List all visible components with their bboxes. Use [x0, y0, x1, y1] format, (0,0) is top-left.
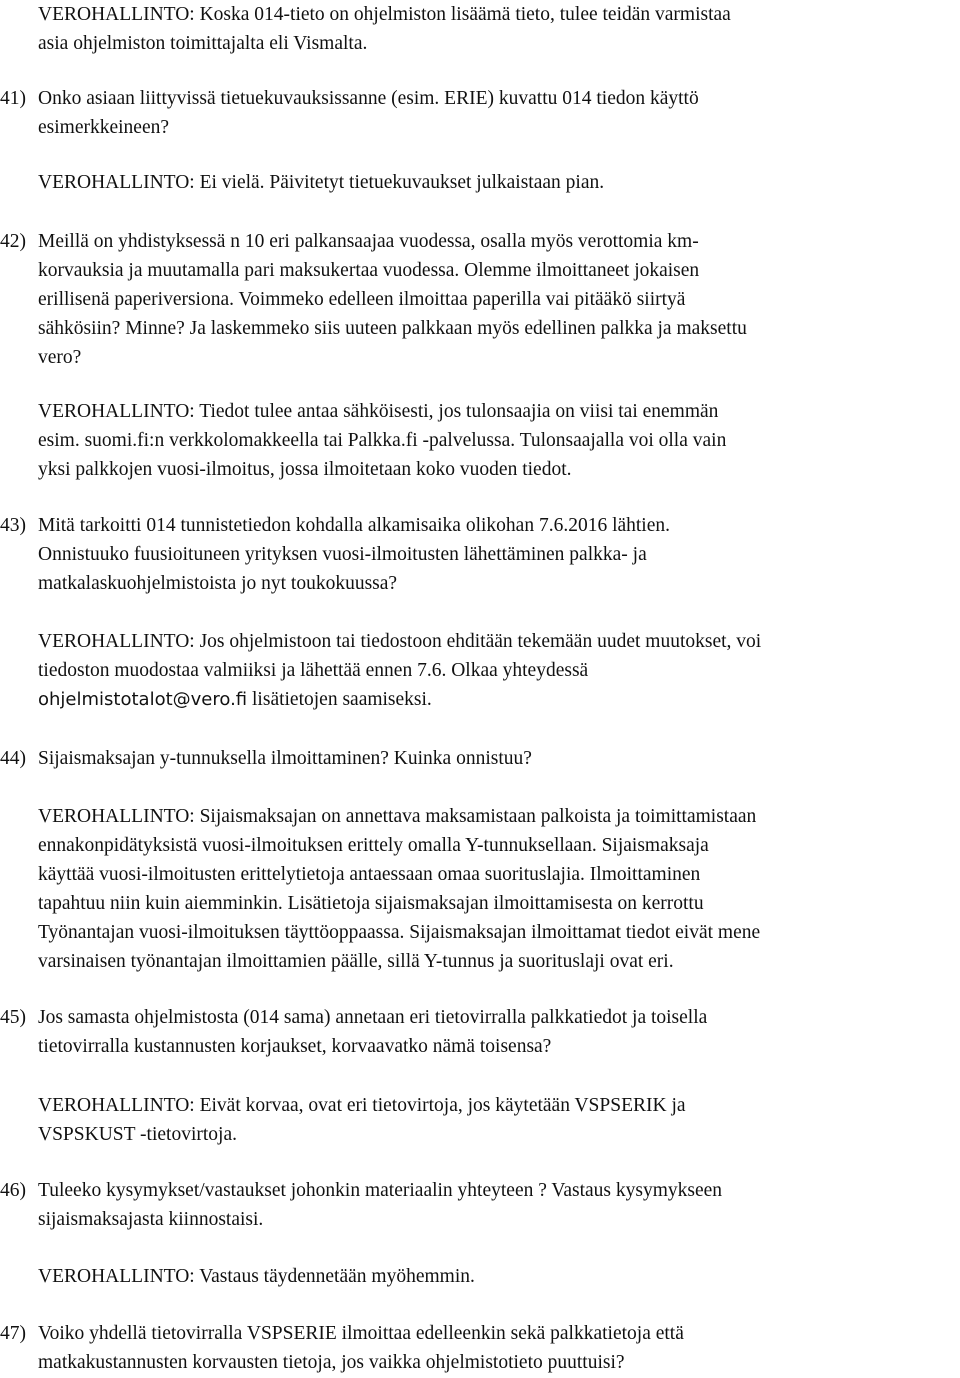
qa-item-47: [0, 1319, 960, 1377]
answer-line: ennakonpidätyksistä vuosi-ilmoituksen erittely omalla Y-tunnuksellaan. Sijaismaksaja: [38, 835, 709, 856]
answer-line: VEROHALLINTO: Tiedot tulee antaa sähköisesti, jos tulonsaajia on viisi tai enemmän: [38, 401, 719, 422]
email-address: ohjelmistotalot@vero.fi: [38, 689, 248, 710]
qa-item-41: [0, 84, 960, 193]
question-line: esimerkkeineen?: [38, 117, 170, 138]
answer-line: Työnantajan vuosi-ilmoituksen täyttöoppaassa. Sijaismaksajan ilmoittamat tiedot eivät mene: [38, 922, 761, 943]
qa-item-43: [0, 511, 960, 710]
qa-item-46: [0, 1176, 960, 1287]
question-line: Onnistuuko fuusioituneen yrityksen vuosi-ilmoitusten lähettäminen palkka- ja: [38, 544, 647, 565]
answer-line: tiedoston muodostaa valmiiksi ja lähettää ennen 7.6. Olkaa yhteydessä: [38, 660, 589, 681]
answer: [38, 1262, 475, 1291]
answer-line: käyttää vuosi-ilmoitusten erittelytietoja antaessaan omaa suorituslajia. Ilmoittaminen: [38, 864, 701, 885]
question-number: 43): [0, 515, 26, 536]
answer: [38, 802, 760, 976]
question-line: Tuleeko kysymykset/vastaukset johonkin materiaalin yhteyteen ? Vastaus kysymykseen: [38, 1180, 723, 1201]
qa-item-44: [0, 744, 960, 972]
answer-text-after-email: lisätietojen saamiseksi.: [247, 689, 432, 710]
question-line: erillisenä paperiversiona. Voimmeko edelleen ilmoittaa paperilla vai pitääkö siirtyä: [38, 289, 686, 310]
question-number: 42): [0, 231, 26, 252]
answer-line: asia ohjelmiston toimittajalta eli Vismalta.: [38, 33, 368, 54]
qa-item-42: [0, 227, 960, 480]
question: [38, 1003, 960, 1061]
qa-item-45: [0, 1003, 960, 1145]
question-line: vero?: [38, 347, 82, 368]
question: [38, 84, 960, 142]
answer-line: VSPSKUST -tietovirtoja.: [38, 1124, 237, 1145]
question: [38, 744, 960, 773]
question: [38, 1319, 960, 1377]
answer-line: esim. suomi.fi:n verkkolomakkeella tai Palkka.fi -palvelussa. Tulonsaajalla voi olla vain: [38, 430, 727, 451]
answer: [38, 397, 726, 484]
answer-line: VEROHALLINTO: Eivät korvaa, ovat eri tietovirtoja, jos käytetään VSPSERIK ja: [38, 1095, 686, 1116]
question-line: Sijaismaksajan y-tunnuksella ilmoittaminen? Kuinka onnistuu?: [38, 748, 532, 769]
question: [38, 1176, 960, 1234]
answer: [38, 168, 604, 197]
question-line: korvauksia ja muutamalla pari maksukertaa vuodessa. Olemme ilmoittaneet jokaisen: [38, 260, 700, 281]
answer-line: VEROHALLINTO: Jos ohjelmistoon tai tiedostoon ehditään tekemään uudet muutokset, voi: [38, 631, 762, 652]
answer-line: VEROHALLINTO: Sijaismaksajan on annettava maksamistaan palkoista ja toimittamistaan: [38, 806, 757, 827]
question-number: 45): [0, 1007, 26, 1028]
question-number: 44): [0, 748, 26, 769]
question-line: sijaismaksajasta kiinnostaisi.: [38, 1209, 264, 1230]
answer-line: varsinaisen työnantajan ilmoittamien päälle, sillä Y-tunnus ja suorituslaji ovat eri.: [38, 951, 674, 972]
answer-line: VEROHALLINTO: Koska 014-tieto on ohjelmiston lisäämä tieto, tulee teidän varmistaa: [38, 4, 731, 25]
question-line: Voiko yhdellä tietovirralla VSPSERIE ilmoittaa edelleenkin sekä palkkatietoja että: [38, 1323, 684, 1344]
answer: [38, 1091, 686, 1149]
question-line: matkalaskuohjelmistoista jo nyt toukokuussa?: [38, 573, 398, 594]
answer-line-with-email: [38, 685, 761, 714]
answer-line: VEROHALLINTO: Ei vielä. Päivitetyt tietuekuvaukset julkaistaan pian.: [38, 172, 605, 193]
question: [38, 227, 960, 372]
question-line: Onko asiaan liittyvissä tietuekuvauksissanne (esim. ERIE) kuvattu 014 tiedon käyttö: [38, 88, 699, 109]
question: [38, 511, 960, 598]
question-line: tietovirralla kustannusten korjaukset, korvaavatko nämä toisensa?: [38, 1036, 552, 1057]
answer: [38, 0, 731, 58]
question-number: 41): [0, 88, 26, 109]
question-number: 47): [0, 1323, 26, 1344]
question-number: 46): [0, 1180, 26, 1201]
answer-line: tapahtuu niin kuin aiemminkin. Lisätietoja sijaismaksajan ilmoittamisesta on kerrottu: [38, 893, 704, 914]
answer-line: VEROHALLINTO: Vastaus täydennetään myöhemmin.: [38, 1266, 475, 1287]
question-line: Mitä tarkoitti 014 tunnistetiedon kohdalla alkamisaika olikohan 7.6.2016 lähtien.: [38, 515, 671, 536]
answer: [38, 627, 761, 714]
question-line: matkakustannusten korvausten tietoja, jos vaikka ohjelmistotieto puuttuisi?: [38, 1352, 625, 1373]
question-line: sähkösiin? Minne? Ja laskemmeko siis uuteen palkkaan myös edellinen palkka ja maksettu: [38, 318, 747, 339]
answer-line: yksi palkkojen vuosi-ilmoitus, jossa ilmoitetaan koko vuoden tiedot.: [38, 459, 572, 480]
question-line: Jos samasta ohjelmistosta (014 sama) annetaan eri tietovirralla palkkatiedot ja toisella: [38, 1007, 708, 1028]
question-line: Meillä on yhdistyksessä n 10 eri palkansaajaa vuodessa, osalla myös verottomia km-: [38, 231, 699, 252]
